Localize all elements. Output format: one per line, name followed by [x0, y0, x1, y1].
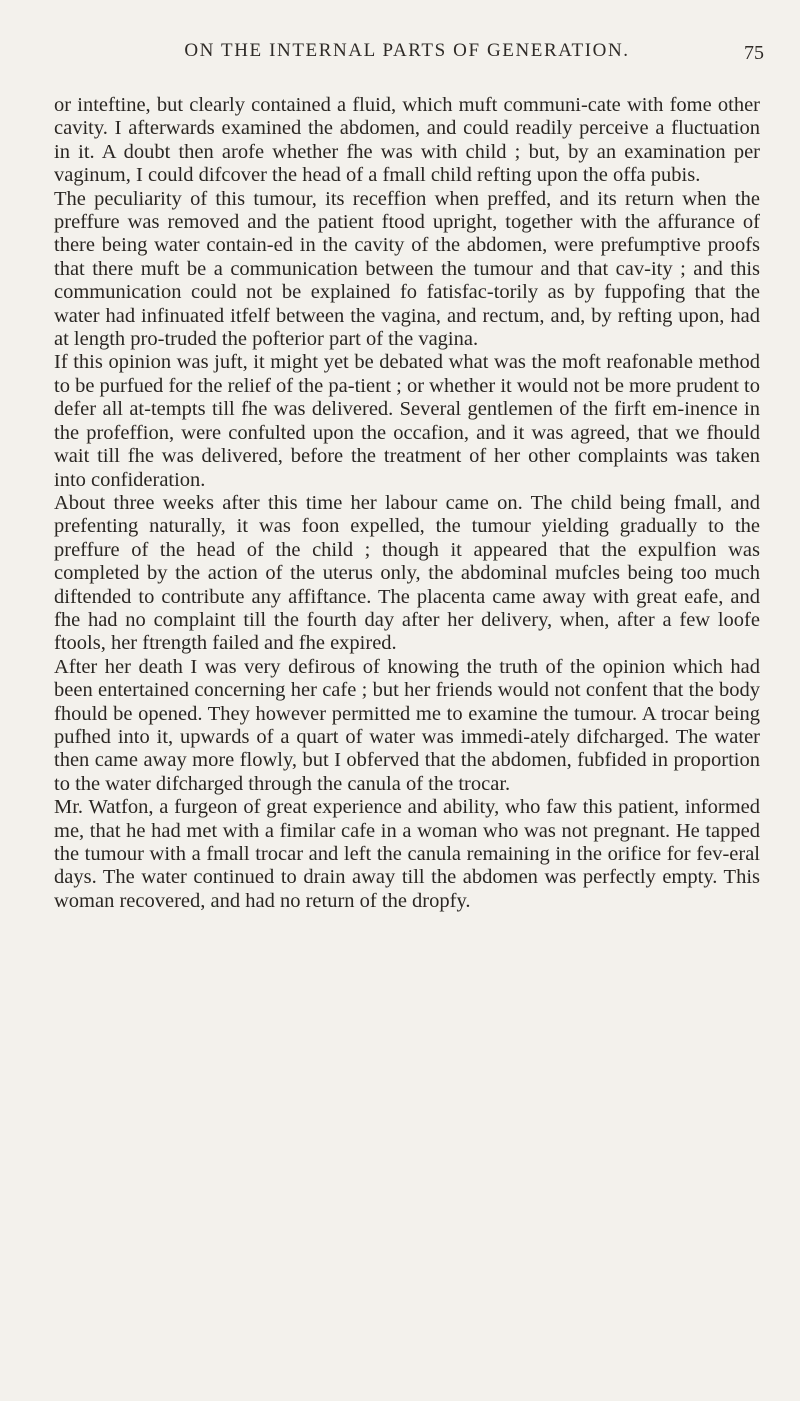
paragraph: or inteftine, but clearly contained a fluid, which muft communi-cate with fome other cavity. I afterwards examined the abdomen, and could readily perceive a fluctuation in it. A doubt then arofe whether fhe was with child ; but, by an examination per vaginum, I could difcover the head of a fmall child refting upon the offa pubis. — [54, 94, 760, 187]
paragraph: About three weeks after this time her labour came on. The child being fmall, and prefenting naturally, it was foon expelled, the tumour yielding gradually to the preffure of the head of the child ; though it appeared that the expulfion was completed by the action of the uterus only, the abdominal mufcles being too much diftended to contribute any affiftance. The placenta came away with great eafe, and fhe had no complaint till the fourth day after her delivery, when, after a few loofe ftools, her ftrength failed and fhe expired. — [54, 491, 760, 655]
paragraph: Mr. Watfon, a furgeon of great experience and ability, who faw this patient, informed me, that he had met with a fimilar cafe in a woman who was not pregnant. He tapped the tumour with a fmall trocar and left the canula remaining in the orifice for fev-eral days. The water continued to drain away till the abdomen was perfectly empty. This woman recovered, and had no return of the dropfy. — [54, 796, 760, 912]
book-page — [54, 34, 764, 913]
page-number: 75 — [744, 42, 764, 64]
paragraph: After her death I was very defirous of knowing the truth of the opinion which had been entertained concerning her cafe ; but her friends would not confent that the body fhould be opened. They however permitted me to examine the tumour. A trocar being pufhed into it, upwards of a quart of water was immedi-ately difcharged. The water then came away more flowly, but I obferved that the abdomen, fubfided in proportion to the water difcharged through the canula of the trocar. — [54, 655, 760, 795]
paragraph: If this opinion was juft, it might yet be debated what was the moft reafonable method to be purfued for the relief of the pa-tient ; or whether it would not be more prudent to defer all at-tempts till fhe was delivered. Several gentlemen of the firft em-inence in the profeffion, were confulted upon the occafion, and it was agreed, that we fhould wait till fhe was delivered, before the treatment of her other complaints was taken into confideration. — [54, 351, 760, 491]
body-text — [54, 94, 760, 913]
paragraph: The peculiarity of this tumour, its receffion when preffed, and its return when the preffure was removed and the patient ftood upright, together with the affurance of there being water contain-ed in the cavity of the abdomen, were prefumptive proofs that there muft be a communication between the tumour and that cav-ity ; and this communication could not be explained fo fatisfac-torily as by fuppofing that the water had infinuated itfelf between the vagina, and rectum, and, by refting upon, had at length pro-truded the pofterior part of the vagina. — [54, 187, 760, 351]
running-head — [54, 34, 764, 74]
running-title: ON THE INTERNAL PARTS OF GENERATION. — [184, 40, 630, 61]
